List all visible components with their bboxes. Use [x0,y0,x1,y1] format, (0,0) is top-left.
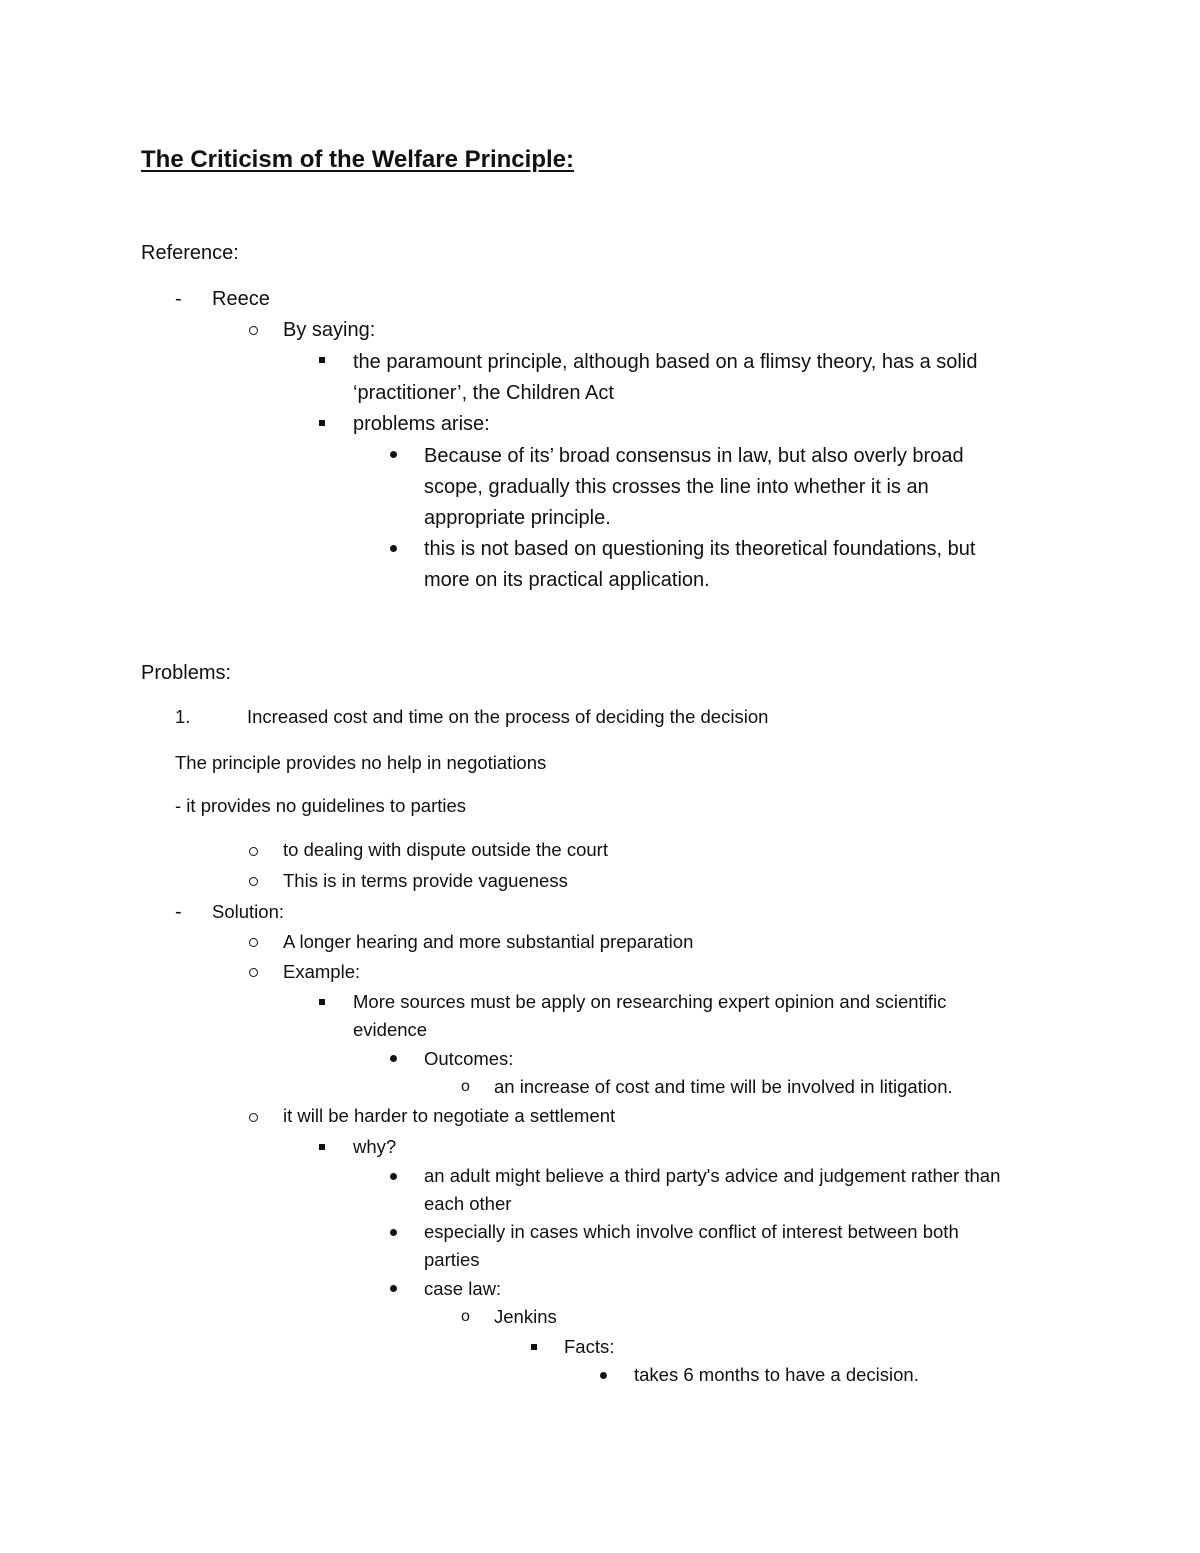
reference-point1-line2: ‘practitioner’, the Children Act [353,382,614,404]
example-line2: evidence [353,1019,428,1040]
problem-item1-number: 1. [175,706,191,727]
why-item2-line1: especially in cases which involve conflict of interest between both [424,1221,959,1242]
dot-bullet [390,1229,397,1236]
small-circle-bullet: o [461,1078,470,1095]
reference-sub1-line2: scope, gradually this crosses the line into whether it is an [424,476,929,498]
fact-item1: takes 6 months to have a decision. [634,1364,919,1385]
circle-bullet [249,968,258,977]
circle-bullet [249,847,258,856]
solution-label: Solution: [212,901,284,922]
circle-bullet [249,1113,258,1122]
dot-bullet [600,1372,607,1379]
reference-sub1-line1: Because of its’ broad consensus in law, but also overly broad [424,445,964,467]
reference-sub2-line1: this is not based on questioning its theoretical foundations, but [424,538,976,560]
dot-bullet [390,451,397,458]
circle-bullet [249,326,258,335]
dash-bullet: - [175,288,182,310]
reference-point2: problems arise: [353,413,490,435]
outcome-item1: an increase of cost and time will be involved in litigation. [494,1076,953,1097]
reference-sub2-line2: more on its practical application. [424,569,710,591]
small-circle-bullet: o [461,1308,470,1325]
solution-o3: it will be harder to negotiate a settlement [283,1105,616,1126]
dot-bullet [390,1055,397,1062]
square-bullet [531,1344,537,1350]
dot-bullet [390,545,397,552]
case-law-label: case law: [424,1278,502,1299]
dash-bullet: - [175,901,182,923]
example-line1: More sources must be apply on researching expert opinion and scientific [353,991,947,1012]
problem-item1-text: Increased cost and time on the process of deciding the decision [247,706,769,727]
square-bullet [319,420,325,426]
problems-heading: Problems: [141,662,232,684]
circle-bullet [249,938,258,947]
case-jenkins: Jenkins [494,1306,557,1327]
why-item1-line2: each other [424,1193,512,1214]
reference-point1-line1: the paramount principle, although based on a flimsy theory, has a solid [353,351,978,373]
outcomes-label: Outcomes: [424,1048,514,1069]
why-label: why? [353,1136,397,1157]
square-bullet [319,999,325,1005]
page-title: The Criticism of the Welfare Principle: [141,146,574,173]
square-bullet [319,1144,325,1150]
circle-bullet [249,877,258,886]
why-item2-line2: parties [424,1249,480,1270]
problem-o1: to dealing with dispute outside the court [283,839,608,860]
square-bullet [319,357,325,363]
solution-o2: Example: [283,961,361,982]
dot-bullet [390,1173,397,1180]
why-item1-line1: an adult might believe a third party's advice and judgement rather than [424,1165,1001,1186]
reference-heading: Reference: [141,242,239,264]
reference-author: Reece [212,288,270,310]
reference-by-saying: By saying: [283,319,376,341]
solution-o1: A longer hearing and more substantial preparation [283,931,694,952]
problem-paragraph1: The principle provides no help in negotiations [175,752,547,773]
problem-o2: This is in terms provide vagueness [283,870,568,891]
facts-label: Facts: [564,1336,615,1357]
reference-sub1-line3: appropriate principle. [424,507,611,529]
dot-bullet [390,1285,397,1292]
problem-paragraph2: - it provides no guidelines to parties [175,795,467,816]
